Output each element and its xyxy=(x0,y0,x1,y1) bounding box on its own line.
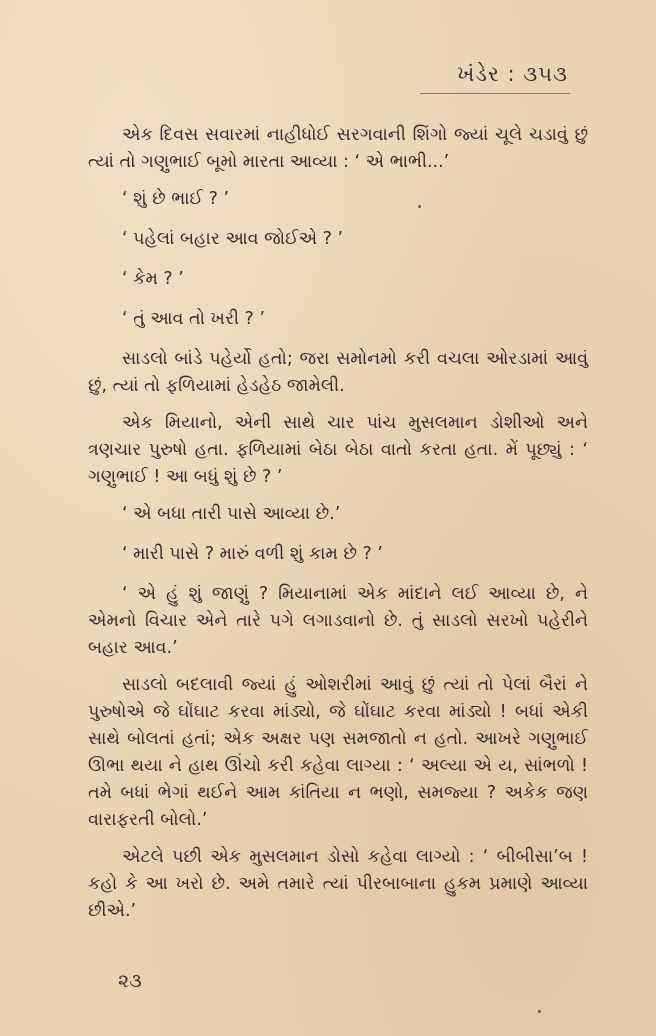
dialogue-line: ‘ તું આવ તો ખરી ? ’ xyxy=(122,309,265,329)
body-text xyxy=(88,122,588,935)
header-underline xyxy=(420,93,570,94)
paragraph: સાડલો બાંડે પહેર્યો હતો; જરા સમોનમો કરી વચલા ઓરડામાં આવું છું, ત્યાં તો ફળિયામાં હેડહેઠ જામેલી. xyxy=(88,349,588,396)
dialogue-line: ‘ શું છે ભાઈ ? ’ xyxy=(122,189,230,209)
dialogue-line: ‘ પહેલાં બહાર આવ જોઈએ ? ’ xyxy=(122,229,344,249)
paragraph: ‘ એ હું શું જાણું ? મિયાનામાં એક માંદાને લઈ આવ્યા છે, ને એમનો વિચાર એને તારે પગે લગાડવાનો છે. તું સાડલો સરખો પહેરીને બહાર આવ.’ xyxy=(88,584,588,658)
paragraph: એક દિવસ સવારમાં નાહીધોઈ સરગવાની શિંગો જ્યાં ચૂલે ચડાવું છું ત્યાં તો ગણુભાઈ બૂમો મારતા આવ્યા : ‘ એ ભાભી...’ xyxy=(88,125,588,172)
paper-speck xyxy=(418,205,421,208)
page-number: ૨૩ xyxy=(118,970,142,992)
dialogue-line: ‘ કેમ ? ’ xyxy=(122,269,184,289)
paragraph: એટલે પછી એક મુસલમાન ડોસો કહેવા લાગ્યો : ‘ બીબીસા’બ ! કહો કે આ ખરો છે. અમે તમારે ત્યાં પીરબાબાના હુકમ પ્રમાણે આવ્યા છીએ.’ xyxy=(88,847,588,921)
paragraph: સાડલો બદલાવી જ્યાં હું ઓશરીમાં આવું છું ત્યાં તો પેલાં બૈરાં ને પુરુષોએ જે ઘોંઘાટ કરવા માંડ્યો, જે ઘોંઘાટ કરવા માંડ્યો ! બધાં એકી સાથે બોલતાં હતાં; એક અક્ષર પણ સમજાતો ન હતો. આખરે ગણુભાઈ ઊભા થયા ને હાથ ઊંચો કરી કહેવા લાગ્યા : ‘ અલ્યા એ ય, સાંભળો ! તમે બધાં ભેગાં થઈને આમ કાંતિયા ન ભણો, સમજ્યા ? અકેક જણ વારાફરતી બોલો.’ xyxy=(88,675,588,830)
dialogue-line: ‘ એ બધા તારી પાસે આવ્યા છે.’ xyxy=(122,504,341,524)
paper-speck xyxy=(538,1010,541,1013)
running-header: ખંડેર : ૩૫૩ xyxy=(457,62,568,86)
dialogue-line: ‘ મારી પાસે ? મારું વળી શું કામ છે ? ’ xyxy=(122,544,383,564)
paragraph: એક મિયાનો, એની સાથે ચાર પાંચ મુસલમાન ડોશીઓ અને ત્રણચાર પુરુષો હતા. ફળિયામાં બેઠા બેઠા વાતો કરતા હતા. મેં પૂછ્યું : ‘ ગણુભાઈ ! આ બધું શું છે ? ’ xyxy=(88,413,588,487)
